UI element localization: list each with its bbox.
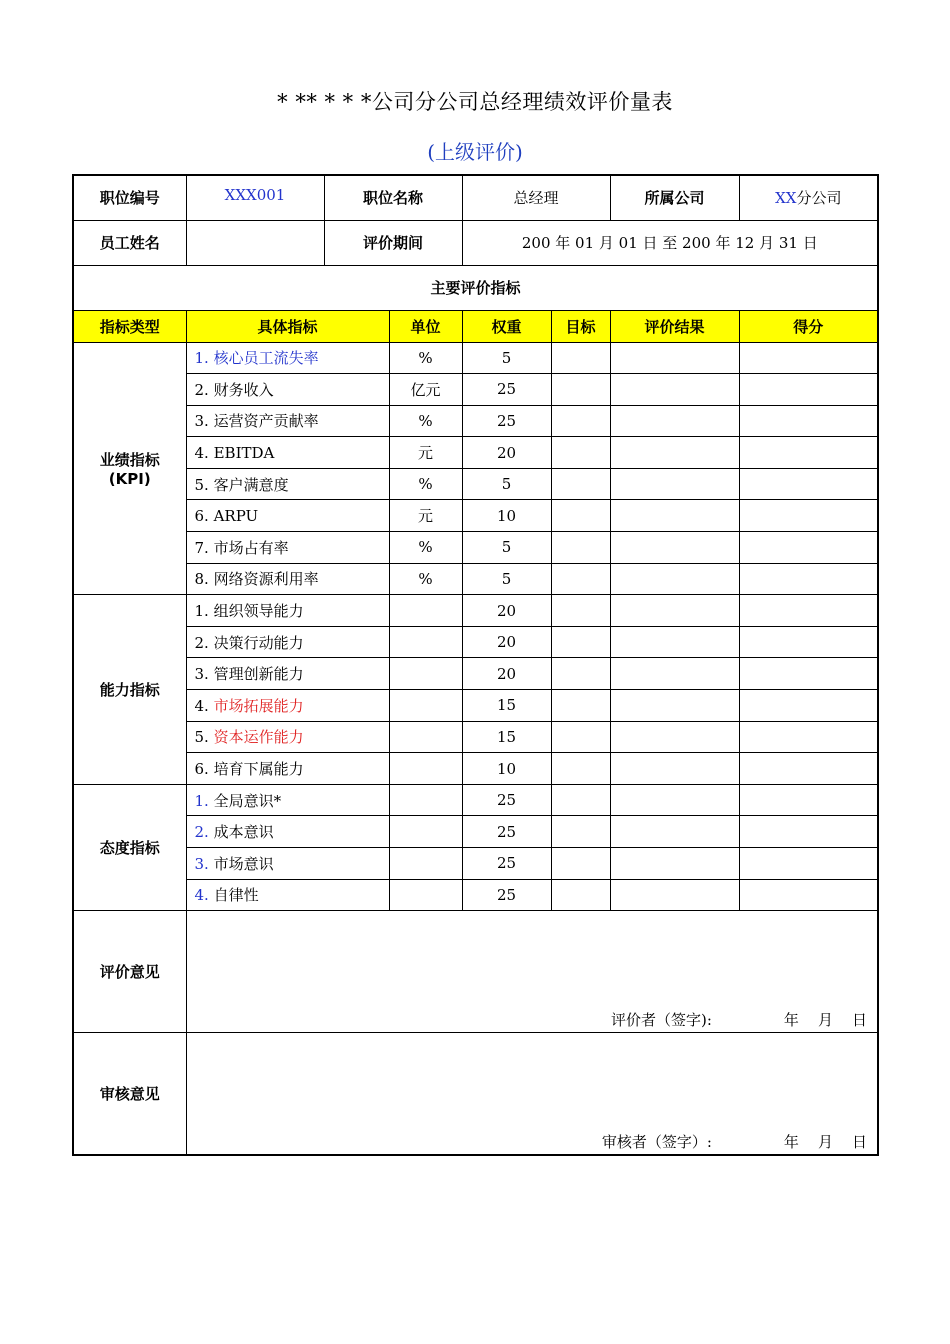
result-field[interactable]: [610, 342, 739, 374]
indicator-number: 2.: [194, 380, 209, 399]
indicator-name: 客户满意度: [213, 475, 289, 494]
indicator-row: [73, 405, 878, 437]
result-field[interactable]: [610, 405, 739, 437]
indicator-row: [73, 468, 878, 500]
indicator-unit: 亿元: [389, 374, 462, 406]
indicator-name-cell: [186, 405, 389, 437]
score-field[interactable]: [739, 405, 878, 437]
period-field[interactable]: 200 年 01 月 01 日 至 200 年 12 月 31 日: [462, 220, 878, 265]
indicator-weight: 15: [462, 721, 551, 753]
score-field[interactable]: [739, 784, 878, 816]
indicator-name: 市场意识: [213, 854, 274, 873]
score-field[interactable]: [739, 658, 878, 690]
indicator-number: 1.: [194, 349, 209, 368]
period-label: 评价期间: [324, 220, 462, 265]
indicator-number: 6.: [194, 506, 209, 525]
employee-name-label: 员工姓名: [73, 220, 186, 265]
indicator-row: [73, 626, 878, 658]
indicator-type-kpi: [73, 342, 186, 595]
target-field[interactable]: [551, 342, 610, 374]
indicator-row: [73, 658, 878, 690]
result-field[interactable]: [610, 437, 739, 469]
indicator-number: 4.: [194, 443, 209, 462]
indicator-unit: [389, 690, 462, 722]
indicator-name-cell: [186, 879, 389, 911]
target-field[interactable]: [551, 532, 610, 564]
indicator-row: [73, 500, 878, 532]
position-no-label: 职位编号: [73, 175, 186, 220]
indicator-row: [73, 342, 878, 374]
indicator-name-cell: [186, 437, 389, 469]
indicator-unit: [389, 626, 462, 658]
review-comment-label: 审核意见: [73, 1033, 186, 1155]
indicator-unit: [389, 784, 462, 816]
indicator-type-ability: [73, 595, 186, 785]
target-field[interactable]: [551, 500, 610, 532]
target-field[interactable]: [551, 816, 610, 848]
target-field[interactable]: [551, 879, 610, 911]
result-field[interactable]: [610, 690, 739, 722]
indicator-number: 8.: [194, 570, 209, 589]
review-comment-field[interactable]: [186, 1033, 878, 1155]
indicator-weight: 5: [462, 468, 551, 500]
column-header-row: [73, 310, 878, 342]
result-field[interactable]: [610, 532, 739, 564]
target-field[interactable]: [551, 595, 610, 627]
indicator-row: [73, 690, 878, 722]
indicator-unit: [389, 879, 462, 911]
indicator-row: [73, 563, 878, 595]
indicator-row: [73, 595, 878, 627]
indicator-number: 4.: [194, 696, 209, 715]
evaluation-comment-label: 评价意见: [73, 911, 186, 1033]
indicator-number: 5.: [194, 728, 209, 747]
score-field[interactable]: [739, 595, 878, 627]
indicator-row: [73, 721, 878, 753]
indicator-name-cell: [186, 563, 389, 595]
target-field[interactable]: [551, 437, 610, 469]
indicator-type-label: 业绩指标: [99, 450, 160, 469]
target-field[interactable]: [551, 374, 610, 406]
result-field[interactable]: [610, 374, 739, 406]
indicator-name-cell: [186, 658, 389, 690]
result-field[interactable]: [610, 721, 739, 753]
company-label: 所属公司: [610, 175, 739, 220]
indicator-name: 决策行动能力: [213, 633, 304, 652]
position-name-field[interactable]: 总经理: [462, 175, 610, 220]
evaluation-comment-row: [73, 911, 878, 1033]
indicator-name: 培育下属能力: [213, 760, 304, 779]
indicator-name-cell: [186, 690, 389, 722]
score-field[interactable]: [739, 563, 878, 595]
indicator-unit: %: [389, 532, 462, 564]
score-field[interactable]: [739, 342, 878, 374]
indicator-type-label: 态度指标: [99, 839, 160, 857]
employee-name-field[interactable]: [186, 220, 324, 265]
result-field[interactable]: [610, 563, 739, 595]
section-title-row: [73, 265, 878, 310]
score-field[interactable]: [739, 753, 878, 785]
indicator-weight: 20: [462, 626, 551, 658]
col-header-result: 评价结果: [610, 310, 739, 342]
score-field[interactable]: [739, 500, 878, 532]
section-title: 主要评价指标: [73, 265, 878, 310]
indicator-unit: %: [389, 468, 462, 500]
indicator-number: 3.: [194, 412, 209, 431]
indicator-name-cell: [186, 374, 389, 406]
indicator-type-label: 能力指标: [99, 681, 160, 700]
indicator-unit: [389, 848, 462, 880]
indicator-unit: [389, 753, 462, 785]
score-field[interactable]: [739, 879, 878, 911]
indicator-name: 市场占有率: [213, 538, 289, 557]
indicator-weight: 25: [462, 374, 551, 406]
target-field[interactable]: [551, 405, 610, 437]
indicator-unit: %: [389, 405, 462, 437]
indicator-row: [73, 374, 878, 406]
result-field[interactable]: [610, 595, 739, 627]
indicator-weight: 25: [462, 879, 551, 911]
target-field[interactable]: [551, 753, 610, 785]
indicator-name-cell: [186, 721, 389, 753]
indicator-name: ARPU: [213, 506, 259, 525]
result-field[interactable]: [610, 658, 739, 690]
indicator-name: 成本意识: [213, 823, 274, 842]
col-header-target: 目标: [551, 310, 610, 342]
indicator-name: 运营资产贡献率: [213, 412, 319, 431]
position-name-label: 职位名称: [324, 175, 462, 220]
indicator-name: EBITDA: [213, 443, 275, 462]
result-field[interactable]: [610, 816, 739, 848]
indicator-name: 全局意识*: [213, 791, 282, 810]
indicator-type-sublabel: (KPI): [108, 469, 151, 488]
result-field[interactable]: [610, 500, 739, 532]
score-field[interactable]: [739, 816, 878, 848]
indicator-weight: 25: [462, 848, 551, 880]
result-field[interactable]: [610, 848, 739, 880]
page-subtitle: (上级评价): [427, 140, 523, 164]
indicator-unit: 元: [389, 437, 462, 469]
indicator-name: 核心员工流失率: [213, 349, 319, 368]
indicator-unit: 元: [389, 500, 462, 532]
evaluation-form: [72, 174, 879, 1156]
target-field[interactable]: [551, 563, 610, 595]
score-field[interactable]: [739, 532, 878, 564]
indicator-name-cell: [186, 784, 389, 816]
company-prefix: XX: [775, 189, 797, 208]
score-field[interactable]: [739, 848, 878, 880]
indicator-row: [73, 816, 878, 848]
evaluation-comment-field[interactable]: [186, 911, 878, 1033]
col-header-weight: 权重: [462, 310, 551, 342]
indicator-row: [73, 532, 878, 564]
indicator-weight: 20: [462, 437, 551, 469]
score-field[interactable]: [739, 374, 878, 406]
col-header-indicator: 具体指标: [186, 310, 389, 342]
header-row-1: [73, 175, 878, 220]
indicator-name: 管理创新能力: [213, 665, 304, 684]
indicator-type-attitude: [73, 784, 186, 910]
page-title: * ** * * *公司分公司总经理绩效评价量表: [277, 90, 673, 114]
indicator-weight: 5: [462, 563, 551, 595]
position-no-field[interactable]: XXX001: [186, 175, 324, 220]
result-field[interactable]: [610, 879, 739, 911]
company-field[interactable]: [739, 175, 878, 220]
indicator-weight: 5: [462, 532, 551, 564]
indicator-number: 2.: [194, 823, 209, 842]
review-comment-row: [73, 1033, 878, 1155]
score-field[interactable]: [739, 626, 878, 658]
result-field[interactable]: [610, 784, 739, 816]
indicator-name-cell: [186, 342, 389, 374]
indicator-name-cell: [186, 468, 389, 500]
result-field[interactable]: [610, 468, 739, 500]
indicator-name-cell: [186, 532, 389, 564]
target-field[interactable]: [551, 721, 610, 753]
indicator-row: [73, 879, 878, 911]
indicator-number: 3.: [194, 665, 209, 684]
result-field[interactable]: [610, 753, 739, 785]
indicator-weight: 15: [462, 690, 551, 722]
target-field[interactable]: [551, 784, 610, 816]
indicator-name-cell: [186, 626, 389, 658]
indicator-row: [73, 437, 878, 469]
target-field[interactable]: [551, 468, 610, 500]
indicator-weight: 20: [462, 595, 551, 627]
indicator-name-cell: [186, 500, 389, 532]
target-field[interactable]: [551, 848, 610, 880]
indicator-unit: [389, 721, 462, 753]
indicator-unit: [389, 595, 462, 627]
indicator-name: 网络资源利用率: [213, 570, 319, 589]
review-comment-signer: 审核者（签字）:: [601, 1132, 712, 1151]
indicator-name-cell: [186, 595, 389, 627]
indicator-name: 资本运作能力: [213, 728, 304, 747]
evaluation-comment-date: 年 月 日: [783, 1011, 868, 1030]
score-field[interactable]: [739, 437, 878, 469]
indicator-unit: [389, 816, 462, 848]
indicator-number: 1.: [194, 602, 209, 621]
indicator-name-cell: [186, 848, 389, 880]
indicator-name: 市场拓展能力: [213, 696, 304, 715]
indicator-row: [73, 848, 878, 880]
indicator-name-cell: [186, 816, 389, 848]
indicator-unit: %: [389, 563, 462, 595]
indicator-name: 财务收入: [213, 380, 274, 399]
review-comment-date: 年 月 日: [783, 1132, 868, 1151]
indicator-number: 6.: [194, 760, 209, 779]
indicator-number: 4.: [194, 886, 209, 905]
result-field[interactable]: [610, 626, 739, 658]
indicator-number: 2.: [194, 633, 209, 652]
target-field[interactable]: [551, 690, 610, 722]
indicator-number: 3.: [194, 854, 209, 873]
company-suffix: 分公司: [796, 189, 842, 208]
score-field[interactable]: [739, 468, 878, 500]
indicator-weight: 10: [462, 753, 551, 785]
target-field[interactable]: [551, 626, 610, 658]
indicator-unit: [389, 658, 462, 690]
col-header-score: 得分: [739, 310, 878, 342]
indicator-name-cell: [186, 753, 389, 785]
header-row-2: [73, 220, 878, 265]
indicator-number: 7.: [194, 538, 209, 557]
indicator-weight: 25: [462, 816, 551, 848]
score-field[interactable]: [739, 690, 878, 722]
indicator-row: [73, 784, 878, 816]
indicator-weight: 5: [462, 342, 551, 374]
indicator-weight: 20: [462, 658, 551, 690]
indicator-row: [73, 753, 878, 785]
col-header-unit: 单位: [389, 310, 462, 342]
indicator-unit: %: [389, 342, 462, 374]
score-field[interactable]: [739, 721, 878, 753]
indicator-weight: 10: [462, 500, 551, 532]
indicator-weight: 25: [462, 405, 551, 437]
indicator-number: 5.: [194, 475, 209, 494]
indicator-name: 自律性: [213, 886, 259, 905]
target-field[interactable]: [551, 658, 610, 690]
indicator-name: 组织领导能力: [213, 602, 304, 621]
indicator-number: 1.: [194, 791, 209, 810]
evaluation-comment-signer: 评价者（签字):: [610, 1011, 712, 1030]
col-header-type: 指标类型: [73, 310, 186, 342]
indicator-weight: 25: [462, 784, 551, 816]
